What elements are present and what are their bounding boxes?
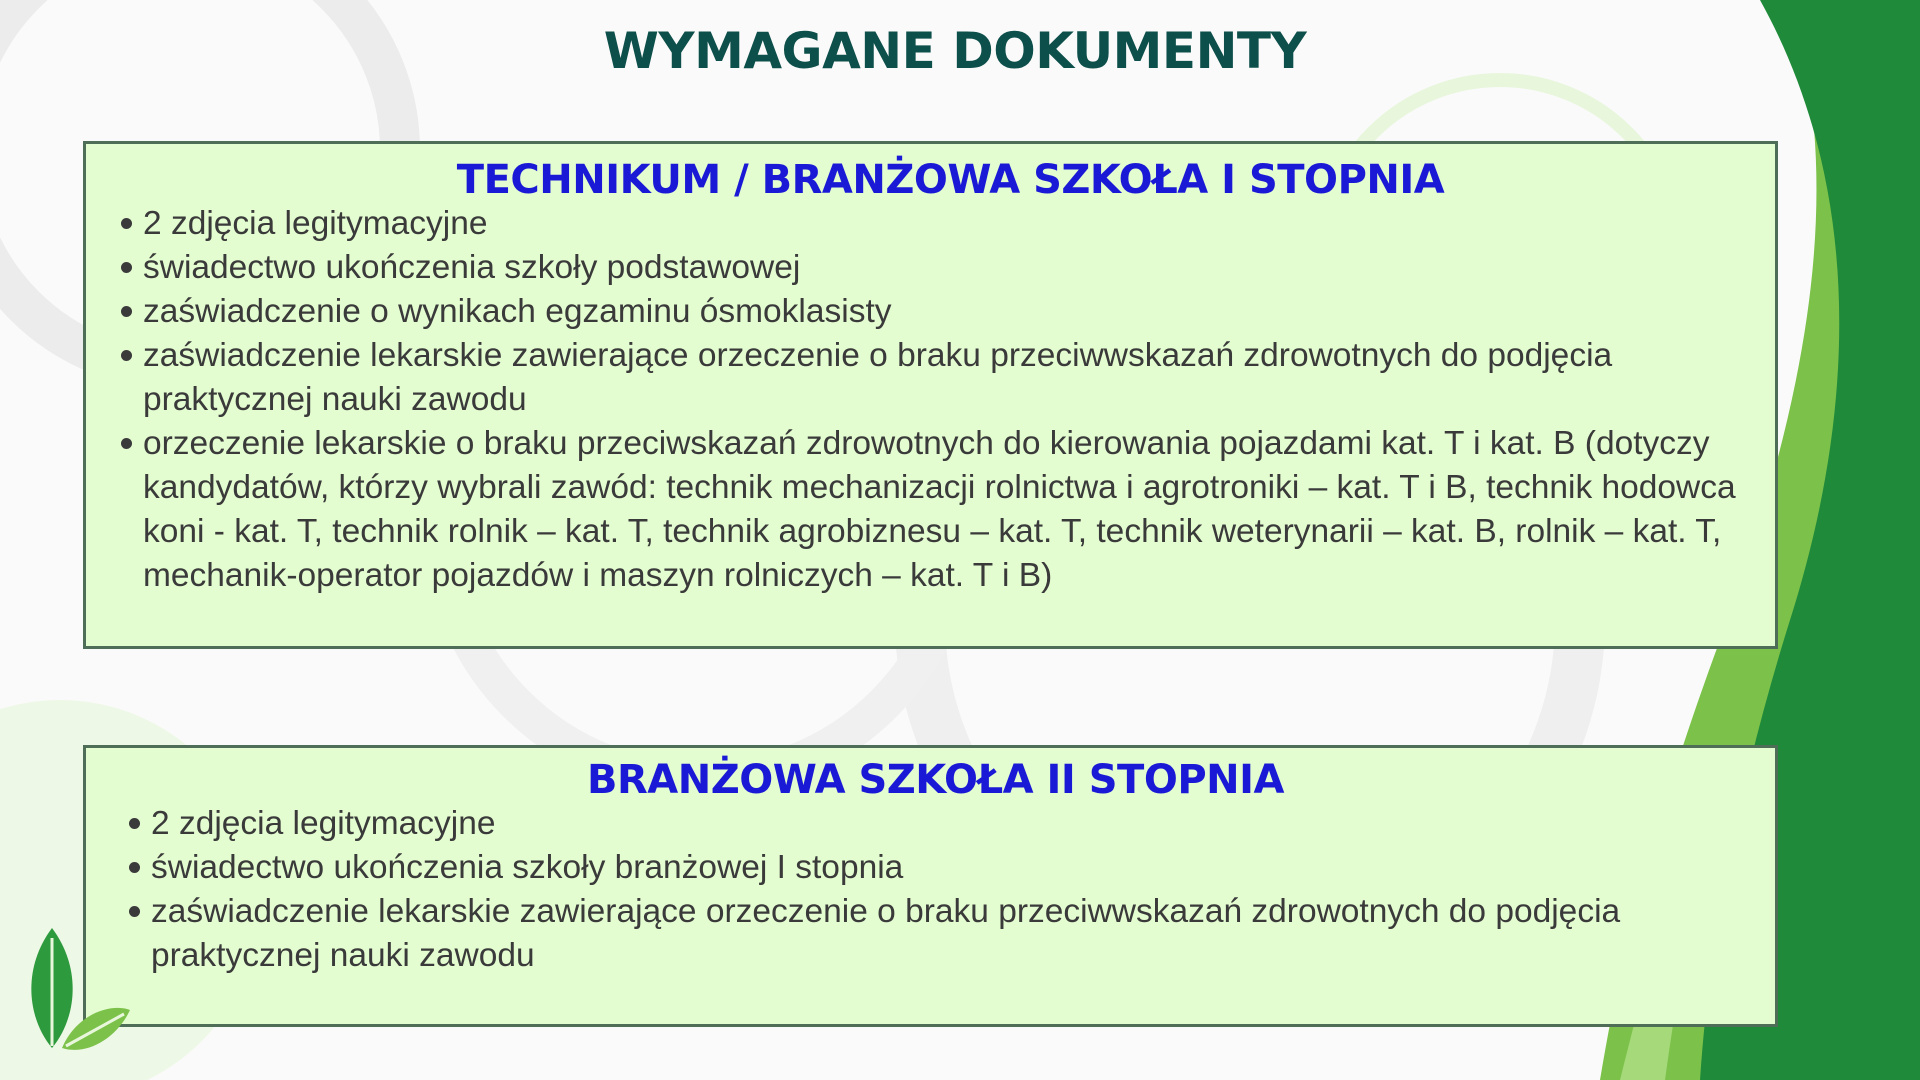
section-technikum (83, 141, 1778, 649)
list-item: świadectwo ukończenia szkoły podstawowej (143, 246, 1765, 290)
list-item: 2 zdjęcia legitymacyjne (151, 802, 1765, 846)
bullet-icon (129, 862, 140, 873)
bullet-icon (121, 262, 132, 273)
list-item: świadectwo ukończenia szkoły branżowej I stopnia (151, 846, 1765, 890)
list-item: zaświadczenie lekarskie zawierające orzeczenie o braku przeciwwskazań zdrowotnych do podjęcia praktycznej nauki zawodu (143, 334, 1765, 422)
page-title: WYMAGANE DOKUMENTY (603, 22, 1307, 80)
section-heading: BRANŻOWA SZKOŁA II STOPNIA (587, 757, 1284, 803)
list-item: orzeczenie lekarskie o braku przeciwskazań zdrowotnych do kierowania pojazdami kat. T i kat. B (dotyczy kandydatów, którzy wybrali zawód: technik mechanizacji rolnictwa i agrotroniki – kat. T i B, technik hodowca koni - kat. T, technik rolnik – kat. T, technik agrobiznesu – kat. T, technik weterynarii – kat. B, rolnik – kat. T, mechanik-operator pojazdów i maszyn rolniczych – kat. T i B) (143, 422, 1765, 598)
section-branzowa-ii (83, 745, 1778, 1027)
list-item: zaświadczenie lekarskie zawierające orzeczenie o braku przeciwwskazań zdrowotnych do podjęcia praktycznej nauki zawodu (151, 890, 1765, 978)
bullet-icon (121, 350, 132, 361)
document-list (151, 802, 1765, 978)
list-item: 2 zdjęcia legitymacyjne (143, 202, 1765, 246)
bullet-icon (121, 218, 132, 229)
list-item: zaświadczenie o wynikach egzaminu ósmoklasisty (143, 290, 1765, 334)
section-heading: TECHNIKUM / BRANŻOWA SZKOŁA I STOPNIA (456, 157, 1445, 203)
document-list (143, 202, 1765, 598)
bullet-icon (129, 818, 140, 829)
leaf-icon (22, 918, 132, 1058)
bullet-icon (129, 906, 140, 917)
bullet-icon (121, 306, 132, 317)
bullet-icon (121, 438, 132, 449)
